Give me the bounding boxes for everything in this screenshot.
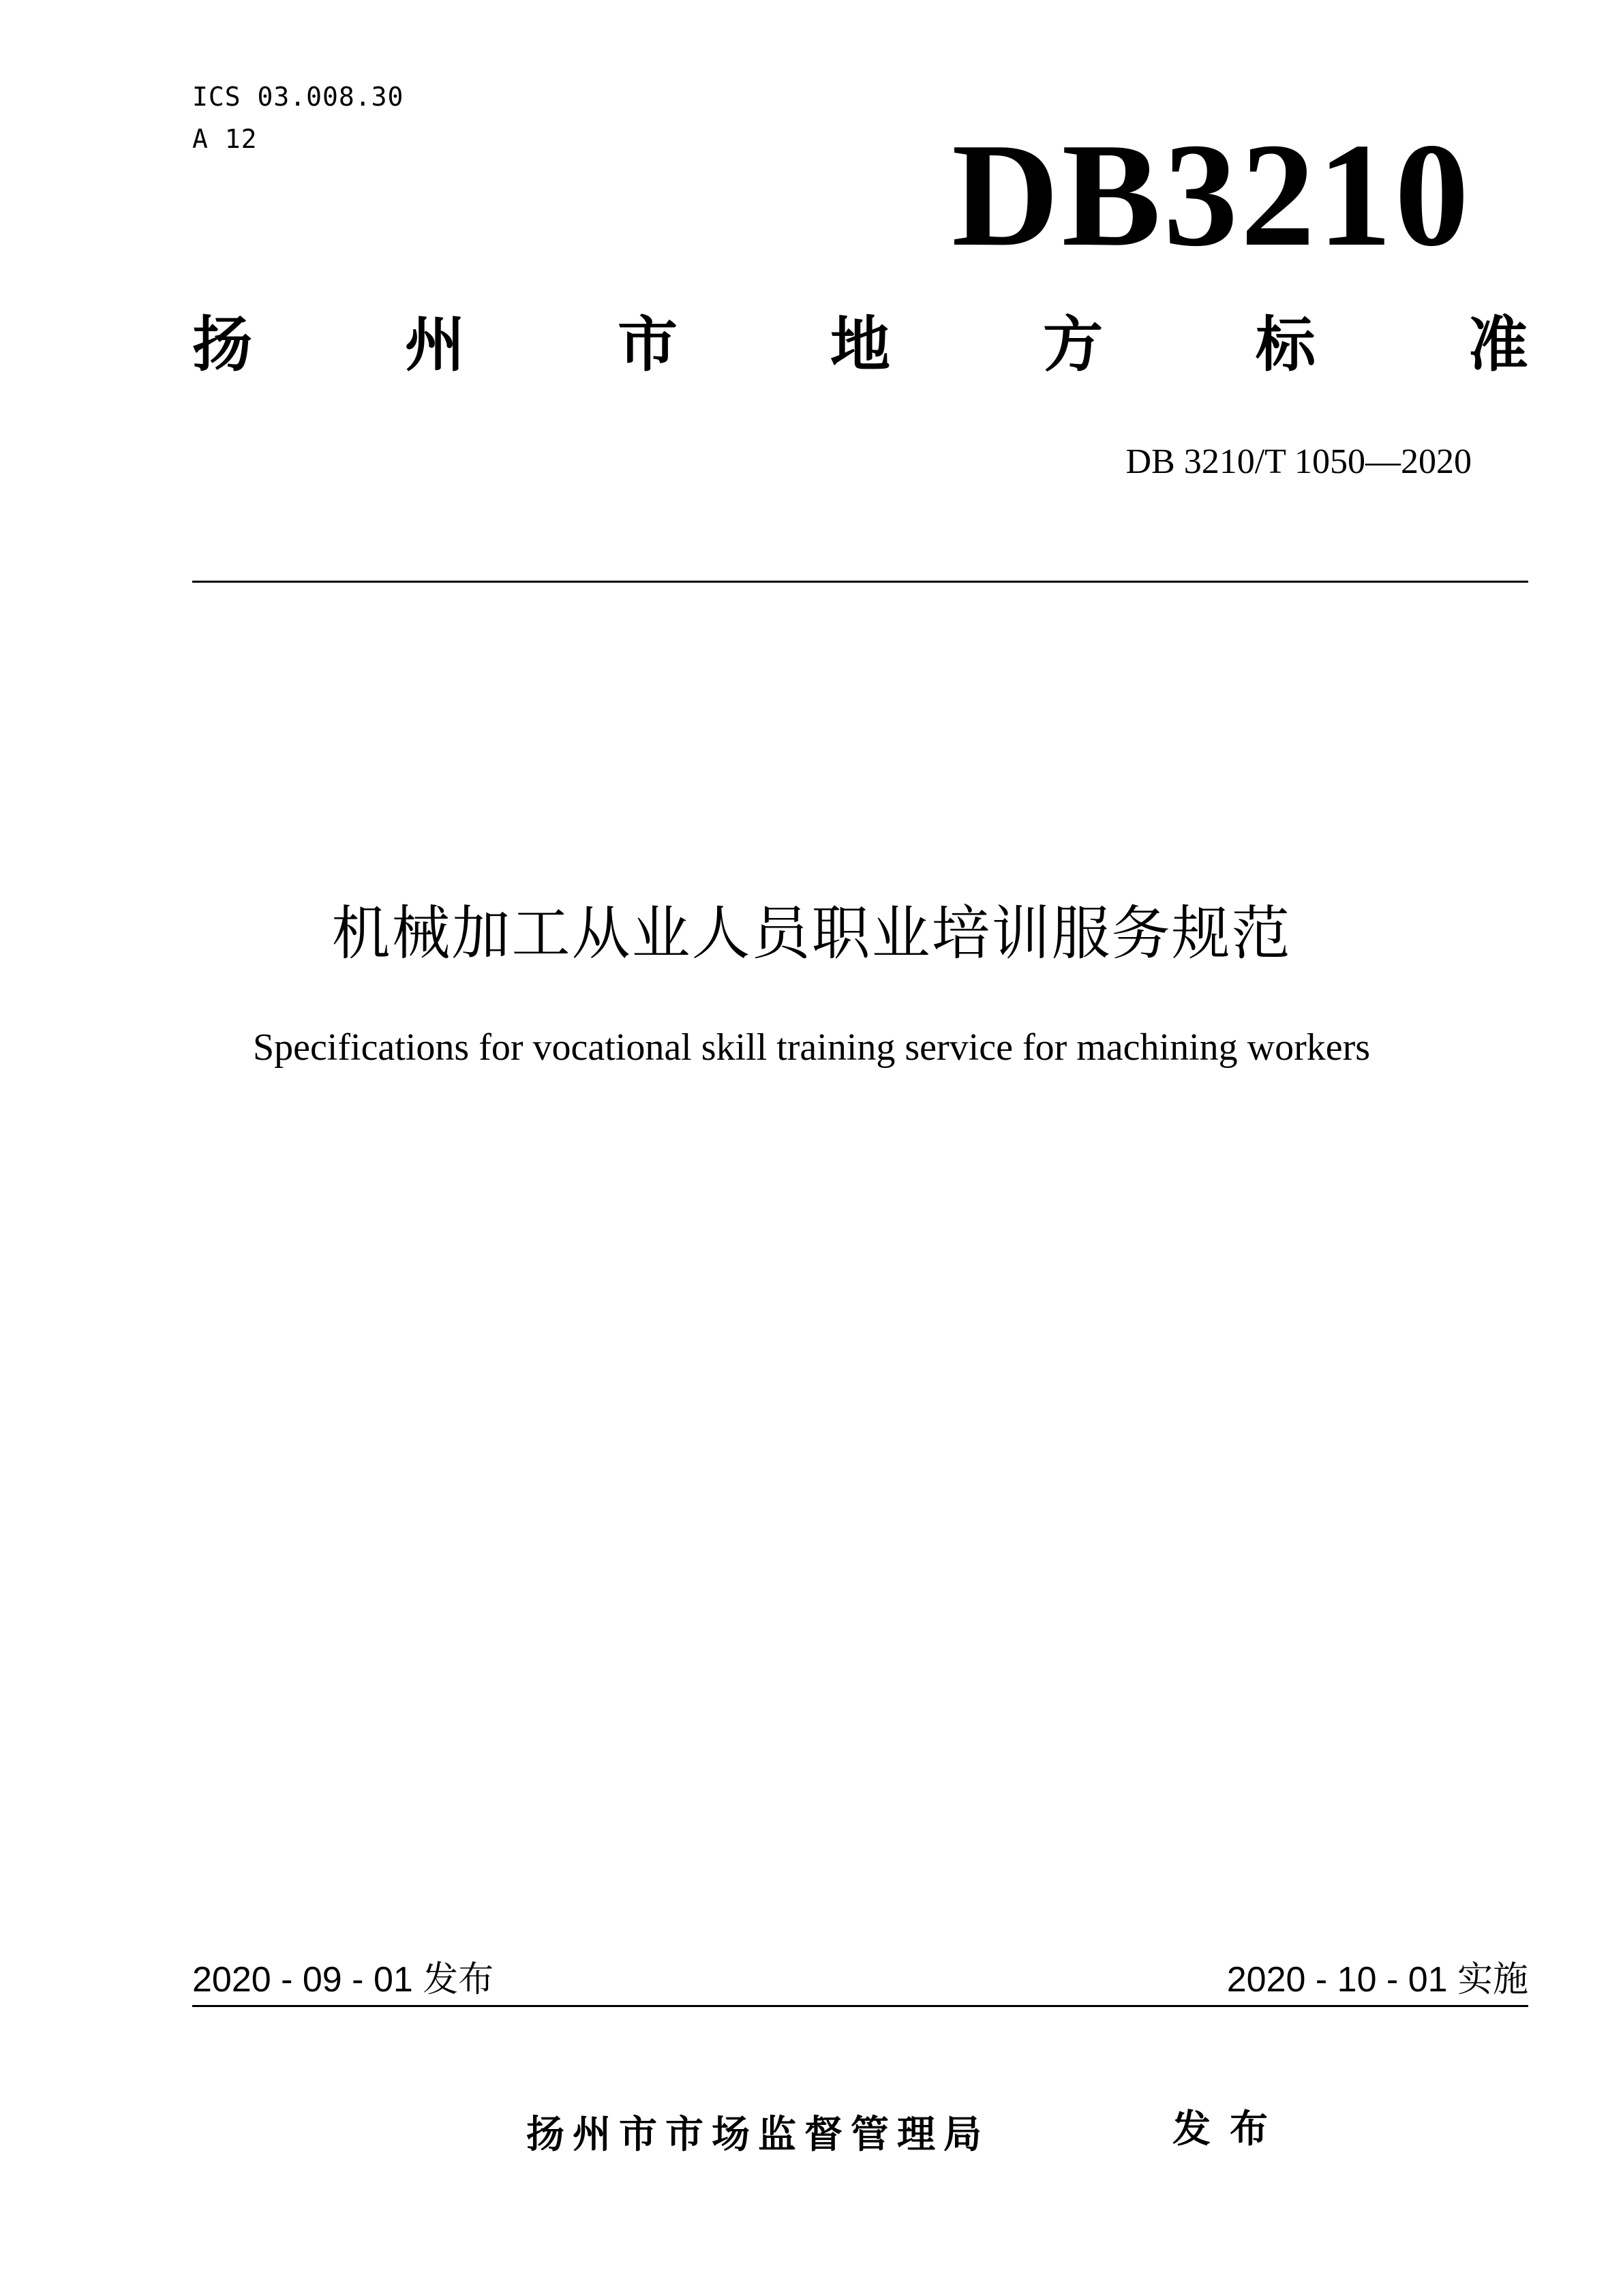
implementation-date: 2020 - 10 - 01 实施 (1226, 1960, 1528, 2000)
standard-type-char: 州 (404, 309, 465, 380)
classification-code: A 12 (192, 124, 258, 154)
standard-type-char: 市 (617, 309, 678, 380)
standard-type-char: 标 (1255, 309, 1316, 380)
issuing-authority: 扬州市市场监督管理局 (526, 2113, 990, 2157)
header-divider (192, 581, 1528, 583)
standard-type-char: 地 (830, 309, 890, 380)
title-english: Specifications for vocational skill training service for machining workers (252, 1026, 1371, 1069)
standard-type-char: 准 (1468, 309, 1528, 380)
issue-label: 发布 (1172, 2107, 1287, 2152)
footer-divider (192, 2005, 1528, 2007)
ics-code: ICS 03.008.30 (192, 82, 404, 112)
standard-type-heading (192, 309, 1528, 380)
standard-type-char: 方 (1042, 309, 1103, 380)
publication-date: 2020 - 09 - 01 发布 (192, 1960, 494, 2000)
standard-type-char: 扬 (192, 309, 253, 380)
standard-number: DB 3210/T 1050—2020 (1125, 442, 1472, 481)
title-chinese: 机械加工从业人员职业培训服务规范 (331, 900, 1292, 968)
db-logo-mark: DB3210 (952, 113, 1472, 277)
